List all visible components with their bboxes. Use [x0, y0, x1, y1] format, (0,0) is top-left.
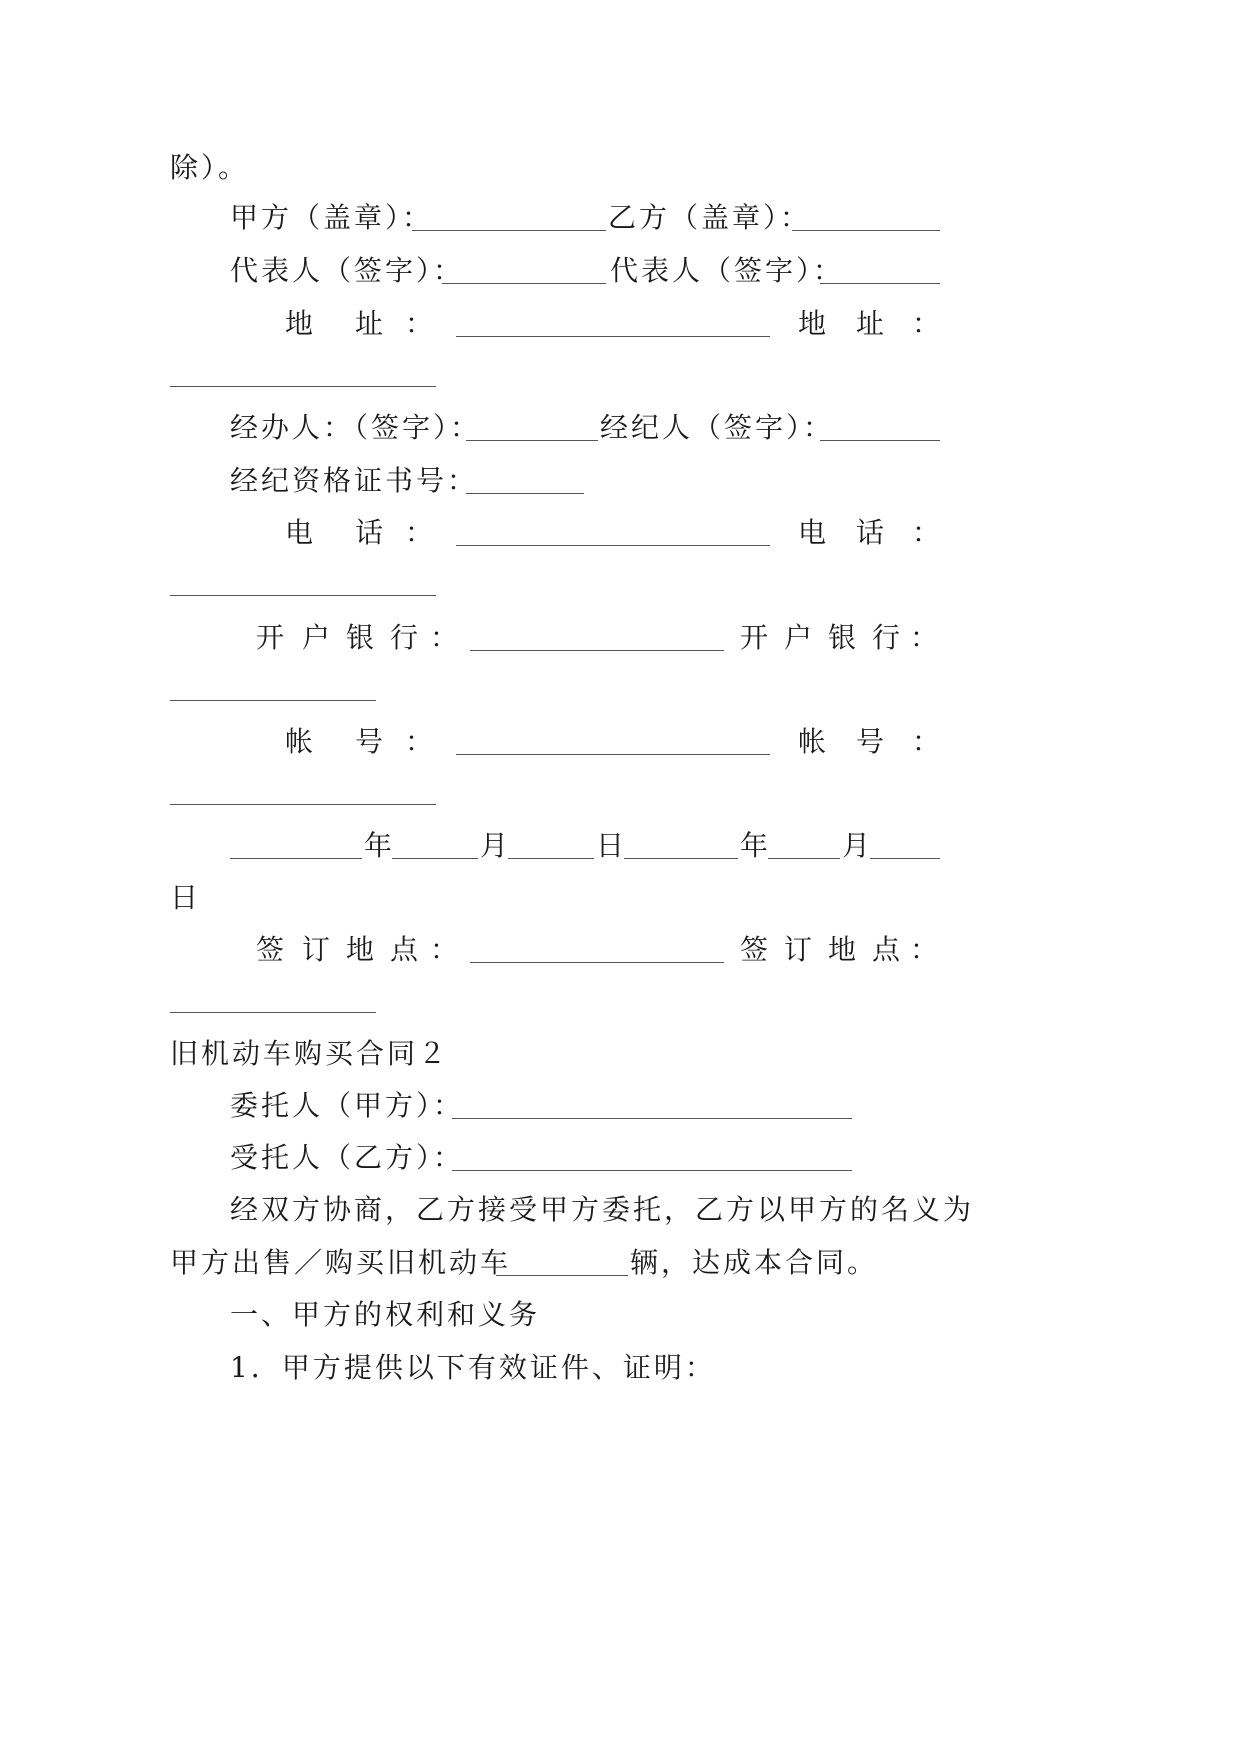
handler-blank[interactable] — [466, 440, 598, 441]
contract2-title: 旧机动车购买合同２ — [170, 1037, 450, 1070]
account-b-label — [798, 724, 943, 760]
year-a-blank[interactable] — [230, 858, 362, 859]
char: 址 — [856, 307, 888, 340]
char: ： — [910, 933, 942, 966]
address-a-blank[interactable] — [456, 336, 770, 337]
char: 银 — [346, 621, 378, 654]
rep-b-blank[interactable] — [820, 283, 940, 284]
char: 电 — [798, 516, 830, 549]
address-a-label — [285, 306, 436, 342]
paragraph-line: 经双方协商，乙方接受甲方委托，乙方以甲方的名义为 — [230, 1193, 975, 1226]
month-b-blank[interactable] — [768, 858, 840, 859]
char: 订 — [784, 933, 816, 966]
party-a-seal-label: 甲方（盖章）： — [230, 201, 434, 234]
principal-blank[interactable] — [452, 1118, 852, 1119]
broker-label: 经纪人（签字）： — [600, 411, 835, 444]
rep-a-blank[interactable] — [442, 283, 606, 284]
char: 号 — [856, 725, 888, 758]
char: ： — [405, 516, 437, 549]
broker-cert-label: 经纪资格证书号： — [230, 464, 479, 497]
char: 话 — [856, 516, 888, 549]
bank-a-blank[interactable] — [470, 650, 724, 651]
bank-a-label — [256, 620, 461, 656]
char: 电 — [285, 516, 317, 549]
month-a-label: 月 — [480, 829, 512, 862]
principal-label: 委托人（甲方）： — [230, 1089, 465, 1122]
rep-b-label: 代表人（签字）： — [610, 254, 845, 287]
party-b-seal-label: 乙方（盖章）： — [608, 201, 812, 234]
broker-cert-blank[interactable] — [466, 493, 584, 494]
month-a-blank[interactable] — [392, 858, 478, 859]
list-item: 1．甲方提供以下有效证件、证明： — [230, 1351, 716, 1384]
phone-b-blank[interactable] — [170, 595, 436, 596]
month-b-label: 月 — [842, 829, 874, 862]
char: 点 — [390, 933, 422, 966]
bank-b-label — [740, 620, 941, 656]
place-b-label — [740, 932, 941, 968]
char: 话 — [355, 516, 387, 549]
broker-blank[interactable] — [820, 440, 940, 441]
phone-a-blank[interactable] — [456, 545, 770, 546]
char: 地 — [346, 933, 378, 966]
address-b-label — [798, 306, 943, 342]
char: ： — [430, 933, 462, 966]
char: 户 — [302, 621, 334, 654]
char: 地 — [285, 307, 317, 340]
char: ： — [912, 725, 944, 758]
phone-b-label — [798, 515, 943, 551]
char: 户 — [784, 621, 816, 654]
party-a-seal-blank[interactable] — [412, 230, 606, 231]
char: ： — [910, 621, 942, 654]
place-a-blank[interactable] — [470, 962, 724, 963]
bank-b-blank[interactable] — [170, 700, 376, 701]
year-b-blank[interactable] — [624, 858, 738, 859]
paragraph-line-post: 辆，达成本合同。 — [630, 1246, 879, 1279]
place-b-blank[interactable] — [170, 1012, 376, 1013]
char: ： — [405, 307, 437, 340]
char: 行 — [872, 621, 904, 654]
place-a-label — [256, 932, 461, 968]
char: 签 — [740, 933, 772, 966]
char: 地 — [828, 933, 860, 966]
vehicle-count-blank[interactable] — [496, 1275, 628, 1276]
agent-blank[interactable] — [452, 1170, 852, 1171]
char: 点 — [872, 933, 904, 966]
char: ： — [912, 516, 944, 549]
char: ： — [430, 621, 462, 654]
char: 址 — [355, 307, 387, 340]
char: 帐 — [798, 725, 830, 758]
char: 订 — [302, 933, 334, 966]
year-b-label: 年 — [740, 829, 772, 862]
char: 帐 — [285, 725, 317, 758]
char: 银 — [828, 621, 860, 654]
phone-a-label — [285, 515, 436, 551]
char: 行 — [390, 621, 422, 654]
char: 签 — [256, 933, 288, 966]
char: ： — [912, 307, 944, 340]
char: 开 — [740, 621, 772, 654]
account-b-blank[interactable] — [170, 804, 436, 805]
account-a-label — [285, 724, 436, 760]
day-b-label: 日 — [170, 881, 202, 914]
char: ： — [405, 725, 437, 758]
char: 地 — [798, 307, 830, 340]
agent-label: 受托人（乙方）： — [230, 1141, 465, 1174]
account-a-blank[interactable] — [456, 754, 770, 755]
handler-label: 经办人：（签字）： — [230, 411, 482, 444]
day-a-blank[interactable] — [508, 858, 594, 859]
paragraph-line-pre: 甲方出售／购买旧机动车 — [170, 1246, 512, 1279]
char: 号 — [355, 725, 387, 758]
day-a-label: 日 — [596, 829, 628, 862]
address-b-blank[interactable] — [170, 386, 436, 387]
party-b-seal-blank[interactable] — [792, 230, 940, 231]
text-line: 除）。 — [170, 151, 250, 184]
char: 开 — [256, 621, 288, 654]
rep-a-label: 代表人（签字）： — [230, 254, 465, 287]
section-heading: 一、甲方的权利和义务 — [230, 1298, 541, 1331]
year-a-label: 年 — [364, 829, 396, 862]
day-b-blank[interactable] — [870, 858, 940, 859]
